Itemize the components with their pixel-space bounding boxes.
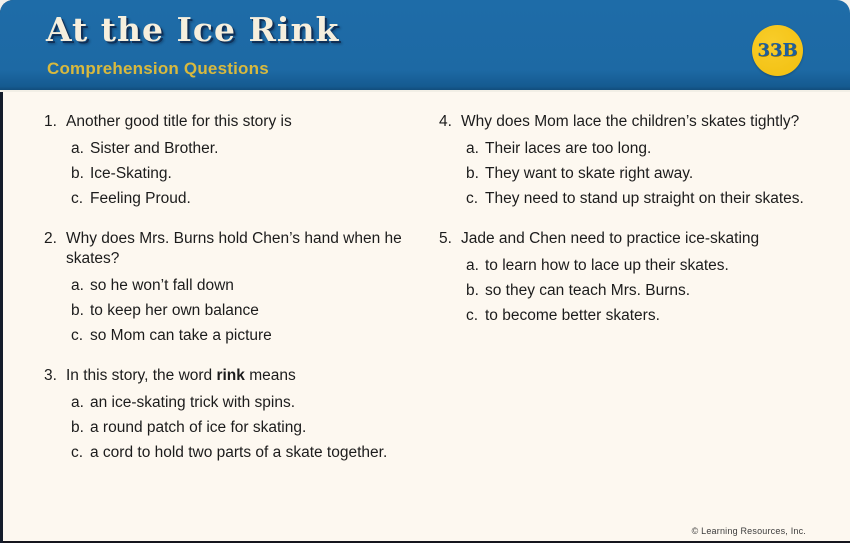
question-number: 2.	[44, 230, 57, 247]
question-3	[44, 366, 429, 463]
question-number: 5.	[439, 230, 452, 247]
answer-option	[71, 301, 429, 321]
question-text: Another good title for this story is	[66, 113, 292, 130]
answer-option	[71, 418, 429, 438]
copyright-notice: © Learning Resources, Inc.	[691, 526, 806, 536]
answer-option	[466, 189, 824, 209]
card-number-label: 33B	[757, 40, 798, 61]
answer-option	[466, 139, 824, 159]
answer-option	[466, 281, 824, 301]
option-letter: b.	[71, 302, 84, 319]
left-column	[44, 112, 429, 483]
option-letter: a.	[71, 140, 84, 157]
option-text: so they can teach Mrs. Burns.	[485, 282, 691, 299]
question-text: Why does Mrs. Burns hold Chen’s hand when he skates?	[66, 230, 402, 267]
option-text: a round patch of ice for skating.	[90, 419, 307, 436]
questions-area	[0, 92, 850, 483]
answer-option	[71, 139, 429, 159]
options-list	[466, 139, 824, 209]
options-list	[71, 393, 429, 463]
options-list	[71, 276, 429, 346]
answer-option	[71, 276, 429, 296]
question-line	[44, 112, 429, 132]
answer-option	[466, 256, 824, 276]
option-text: an ice-skating trick with spins.	[90, 394, 296, 411]
option-text: They need to stand up straight on their skates.	[485, 190, 804, 207]
option-text: Ice-Skating.	[90, 165, 172, 182]
question-line	[439, 229, 824, 249]
option-text: Sister and Brother.	[90, 140, 219, 157]
question-number: 4.	[439, 113, 452, 130]
question-number: 3.	[44, 367, 57, 384]
answer-option	[71, 164, 429, 184]
question-bold-word: rink	[216, 367, 245, 384]
option-letter: a.	[466, 257, 479, 274]
option-letter: c.	[71, 444, 84, 461]
question-text-prefix: In this story, the word	[66, 367, 217, 384]
question-text-suffix: means	[244, 367, 296, 384]
option-letter: b.	[71, 419, 84, 436]
option-letter: b.	[71, 165, 84, 182]
option-text: to become better skaters.	[485, 307, 660, 324]
question-2	[44, 229, 429, 346]
option-text: to learn how to lace up their skates.	[485, 257, 729, 274]
question-5	[439, 229, 824, 326]
answer-option	[71, 189, 429, 209]
option-letter: a.	[71, 394, 84, 411]
answer-option	[71, 326, 429, 346]
options-list	[71, 139, 429, 209]
option-letter: a.	[466, 140, 479, 157]
option-letter: b.	[466, 165, 479, 182]
answer-option	[466, 164, 824, 184]
option-text: They want to skate right away.	[485, 165, 694, 182]
question-text: Why does Mom lace the children’s skates tightly?	[461, 113, 800, 130]
right-column	[439, 112, 824, 483]
option-letter: c.	[466, 190, 479, 207]
question-line	[44, 366, 429, 386]
option-text: so Mom can take a picture	[90, 327, 272, 344]
option-text: to keep her own balance	[90, 302, 259, 319]
option-letter: c.	[71, 327, 84, 344]
card-number-badge	[752, 25, 803, 76]
option-text: so he won’t fall down	[90, 277, 234, 294]
question-line	[439, 112, 824, 132]
option-letter: c.	[71, 190, 84, 207]
question-text	[66, 366, 429, 386]
option-letter: a.	[71, 277, 84, 294]
option-text: Their laces are too long.	[485, 140, 652, 157]
question-1	[44, 112, 429, 209]
question-4	[439, 112, 824, 209]
option-text: a cord to hold two parts of a skate together.	[90, 444, 388, 461]
answer-option	[71, 393, 429, 413]
card-header	[0, 0, 850, 92]
answer-option	[466, 306, 824, 326]
question-line	[44, 229, 429, 269]
page-subtitle: Comprehension Questions	[47, 59, 269, 78]
answer-option	[71, 443, 429, 463]
page-title: At the Ice Rink	[46, 10, 340, 49]
option-text: Feeling Proud.	[90, 190, 191, 207]
question-number: 1.	[44, 113, 57, 130]
question-text: Jade and Chen need to practice ice-skating	[461, 230, 760, 247]
option-letter: b.	[466, 282, 479, 299]
options-list	[466, 256, 824, 326]
option-letter: c.	[466, 307, 479, 324]
